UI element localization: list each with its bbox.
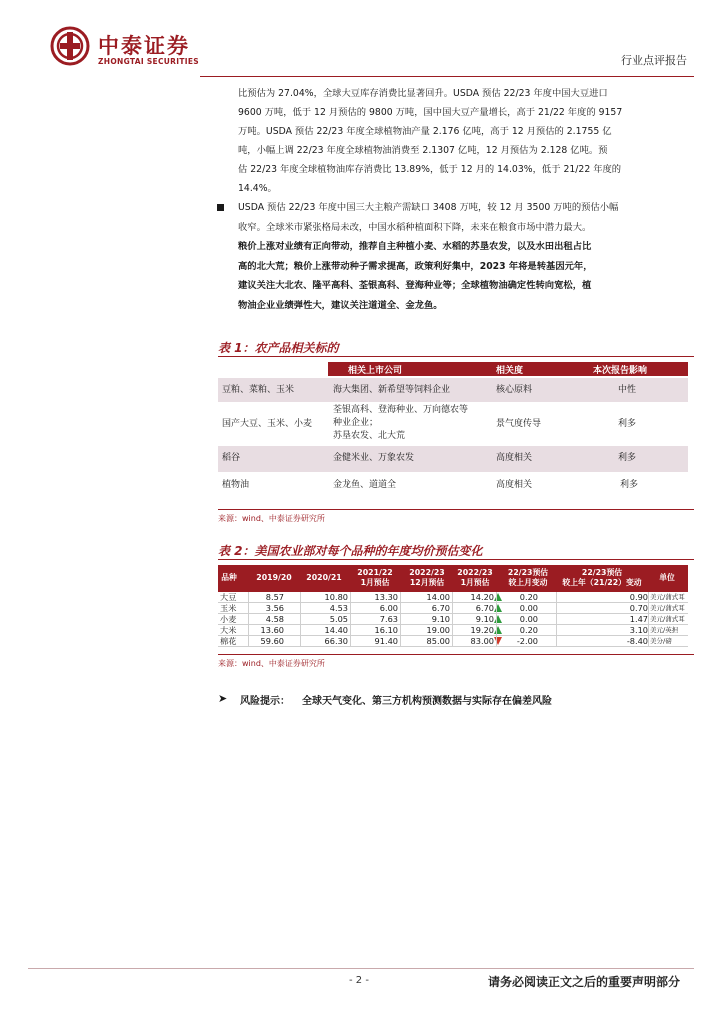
table1-impact: 中性 xyxy=(618,385,637,395)
table2-column-divider xyxy=(452,592,453,647)
table2-name: 小麦 xyxy=(220,614,237,624)
table2-name: 棉花 xyxy=(220,636,237,646)
bullet-bold-line: 建议关注大北农、隆平高科、荃银高科、登海种业等；全球植物油确定性转向宽松，植 xyxy=(238,280,592,291)
logo-text-en: ZHONGTAI SECURITIES xyxy=(98,57,199,66)
table2-header-cell: 22/23预估 较上年（21/22）变动 xyxy=(562,568,642,587)
table2-cell: 0.90 xyxy=(629,592,648,602)
table2-cell: 6.70 xyxy=(475,603,494,613)
table2-cell: 6.00 xyxy=(379,603,398,613)
table1-product: 豆粕、菜粕、玉米 xyxy=(222,385,295,395)
table-row xyxy=(218,378,688,402)
table1-companies: 种业企业； xyxy=(333,418,379,428)
table1-impact: 利多 xyxy=(618,419,637,429)
table1-relevance: 核心原料 xyxy=(496,385,533,395)
table1-companies: 荃银高科、登海种业、万向德农等 xyxy=(333,405,469,415)
intro-line: 9600 万吨，低于 12 月预估的 9800 万吨，国中国大豆产量增长，高于 21/22 年度的 9157 xyxy=(238,107,623,118)
table-row xyxy=(218,625,688,636)
table1-relevance: 高度相关 xyxy=(496,480,533,490)
table2-cell: 66.30 xyxy=(324,636,348,646)
table2-column-divider xyxy=(496,592,497,647)
table2-cell: 0.00 xyxy=(519,603,538,613)
table2-cell: 14.20 xyxy=(470,592,494,602)
table1-header-cell: 相关度 xyxy=(496,366,524,376)
table1-header-cell: 本次报告影响 xyxy=(593,366,648,376)
table2-cell: 5.05 xyxy=(329,614,348,624)
table2-unit: 美元/蒲式耳 xyxy=(650,604,685,612)
table2-cell: 19.00 xyxy=(426,625,450,635)
table2-cell: 0.00 xyxy=(519,614,538,624)
table2-cell: 3.56 xyxy=(265,603,284,613)
chevron-right-icon: ➤ xyxy=(218,692,228,705)
bullet-square-icon xyxy=(217,204,224,211)
table-row xyxy=(218,603,688,614)
table-row xyxy=(218,472,688,496)
table2-cell: 14.00 xyxy=(426,592,450,602)
table2-name: 玉米 xyxy=(220,603,237,613)
table1-companies: 金健米业、万象农发 xyxy=(333,453,415,463)
table1-title-divider xyxy=(218,356,694,357)
intro-paragraph xyxy=(238,84,694,198)
table2-title: 表 2：美国农业部对每个品种的年度均价预估变化 xyxy=(218,544,483,558)
table2-header-cell: 2020/21 xyxy=(306,573,342,582)
table2-name: 大豆 xyxy=(220,592,237,602)
table1-impact: 利多 xyxy=(620,480,639,490)
intro-line: 吨，小幅上调 22/23 年度全球植物油消费至 2.1307 亿吨，12 月预估为 2.128 亿吨。预 xyxy=(238,145,608,156)
table2-column-divider xyxy=(648,592,649,647)
table2-cell: 3.10 xyxy=(629,625,648,635)
intro-line: 估 22/23 年度全球植物油库存消费比 13.89%，低于 12 月的 14.03%，低于 21/22 年度的 xyxy=(238,164,622,175)
table2-cell: 13.30 xyxy=(374,592,398,602)
risk-text: 全球天气变化、第三方机构预测数据与实际存在偏差风险 xyxy=(302,696,552,707)
table2-cell: 85.00 xyxy=(426,636,450,646)
page-header xyxy=(0,0,724,80)
table2-cell: 4.58 xyxy=(265,614,284,624)
header-divider xyxy=(200,76,694,77)
report-type-label: 行业点评报告 xyxy=(621,54,687,67)
table2-cell: 9.10 xyxy=(475,614,494,624)
table2-cell: 14.40 xyxy=(324,625,348,635)
table-row xyxy=(218,592,688,603)
table1-source: 来源：wind、中泰证券研究所 xyxy=(218,514,325,523)
table2-cell: 13.60 xyxy=(260,625,284,635)
table1-product: 植物油 xyxy=(222,480,250,490)
bullet-line: 收窄。全球米市紧张格局未改，中国水稻种植面积下降，未来在粮食市场中潜力最大。 xyxy=(238,221,592,233)
table2-cell: 19.20 xyxy=(470,625,494,635)
table2-header xyxy=(218,565,688,592)
table1-product: 稻谷 xyxy=(222,453,241,463)
table2-column-divider xyxy=(248,592,249,647)
table2-name: 大米 xyxy=(220,625,237,635)
table2-cell: 6.70 xyxy=(431,603,450,613)
table2-cell: -8.40 xyxy=(626,636,648,646)
bullet-bold-line: 粮价上涨对业绩有正向带动，推荐自主种植小麦、水稻的苏垦农发，以及水田出租占比 xyxy=(238,241,592,252)
logo-text-cn: 中泰证券 xyxy=(98,34,190,58)
table1-impact: 利多 xyxy=(618,453,637,463)
table-row xyxy=(218,446,688,472)
table2-cell: 59.60 xyxy=(260,636,284,646)
bullet-line: USDA 预估 22/23 年度中国三大主粮产需缺口 3408 万吨，较 12 月 3500 万吨的预估小幅 xyxy=(238,202,619,213)
table1-product: 国产大豆、玉米、小麦 xyxy=(222,419,313,429)
table2-cell: 10.80 xyxy=(324,592,348,602)
bullet-text xyxy=(238,198,695,315)
table2-header-cell: 2019/20 xyxy=(256,573,292,582)
table1-title: 表 1：农产品相关标的 xyxy=(218,341,339,355)
table2-column-divider xyxy=(350,592,351,647)
table2-unit: 美元/英担 xyxy=(650,626,679,634)
table2-cell: -2.00 xyxy=(516,636,538,646)
table2-cell: 7.63 xyxy=(379,614,398,624)
table2-cell: 9.10 xyxy=(431,614,450,624)
table1-companies: 海大集团、新希望等饲料企业 xyxy=(333,385,451,395)
table2-column-divider xyxy=(556,592,557,647)
intro-line: 14.4%。 xyxy=(238,183,277,194)
intro-line: 比预估为 27.04%，全球大豆库存消费比显著回升。USDA 预估 22/23 年度中国大豆进口 xyxy=(238,88,608,99)
table2-unit: 美元/蒲式耳 xyxy=(650,615,685,623)
table2-unit: 美分/磅 xyxy=(650,637,672,645)
table2-cell: 0.20 xyxy=(519,592,538,602)
table1-companies: 苏垦农发、北大荒 xyxy=(333,431,406,441)
table1-companies: 金龙鱼、道道全 xyxy=(333,480,397,490)
table1-relevance: 高度相关 xyxy=(496,453,533,463)
table2-cell: 16.10 xyxy=(374,625,398,635)
table-row xyxy=(218,636,688,647)
bullet-bold-line: 物油企业业绩弹性大，建议关注道道全、金龙鱼。 xyxy=(238,299,443,311)
table2-header-cell: 22/23预估 较上月变动 xyxy=(507,568,549,587)
bullet-bold-line: 高的北大荒；粮价上涨带动种子需求提高，政策利好集中，2023 年将是转基因元年， xyxy=(238,260,593,272)
table2-header-cell: 品种 xyxy=(221,573,237,582)
table1-header-cell: 相关上市公司 xyxy=(348,366,403,376)
table2-cell: 91.40 xyxy=(374,636,398,646)
table2-header-cell: 单位 xyxy=(659,573,675,582)
table-row xyxy=(218,402,688,446)
table2-cell: 4.53 xyxy=(329,603,348,613)
table1-bottom-divider xyxy=(218,509,694,510)
table2-cell: 1.47 xyxy=(629,614,648,624)
table2-cell: 0.20 xyxy=(519,625,538,635)
table2-header-cell: 2021/22 1月预估 xyxy=(357,568,393,587)
table2-header-cell: 2022/23 12月预估 xyxy=(409,568,445,587)
table2-bottom-divider xyxy=(218,654,694,655)
intro-line: 万吨。USDA 预估 22/23 年度全球植物油产量 2.176 亿吨，高于 12 月预估的 2.1755 亿 xyxy=(238,126,612,137)
table2-cell: 83.00 xyxy=(470,636,494,646)
table1-header xyxy=(218,362,688,376)
footer-divider xyxy=(28,968,694,969)
table-row xyxy=(218,614,688,625)
table2-header-cell: 2022/23 1月预估 xyxy=(457,568,493,587)
table2-column-divider xyxy=(400,592,401,647)
table2-cell: 8.57 xyxy=(265,592,284,602)
table2-title-divider xyxy=(218,559,694,560)
table1-relevance: 景气度传导 xyxy=(496,419,542,429)
zhongtai-logo-icon xyxy=(50,26,90,66)
table2-column-divider xyxy=(300,592,301,647)
risk-label: 风险提示： xyxy=(240,696,290,707)
table2-source: 来源：wind、中泰证券研究所 xyxy=(218,659,325,668)
disclaimer-note: 请务必阅读正文之后的重要声明部分 xyxy=(487,975,680,989)
table2-unit: 美元/蒲式耳 xyxy=(650,593,685,601)
table2-cell: 0.70 xyxy=(629,603,648,613)
page-number: - 2 - xyxy=(349,975,369,986)
